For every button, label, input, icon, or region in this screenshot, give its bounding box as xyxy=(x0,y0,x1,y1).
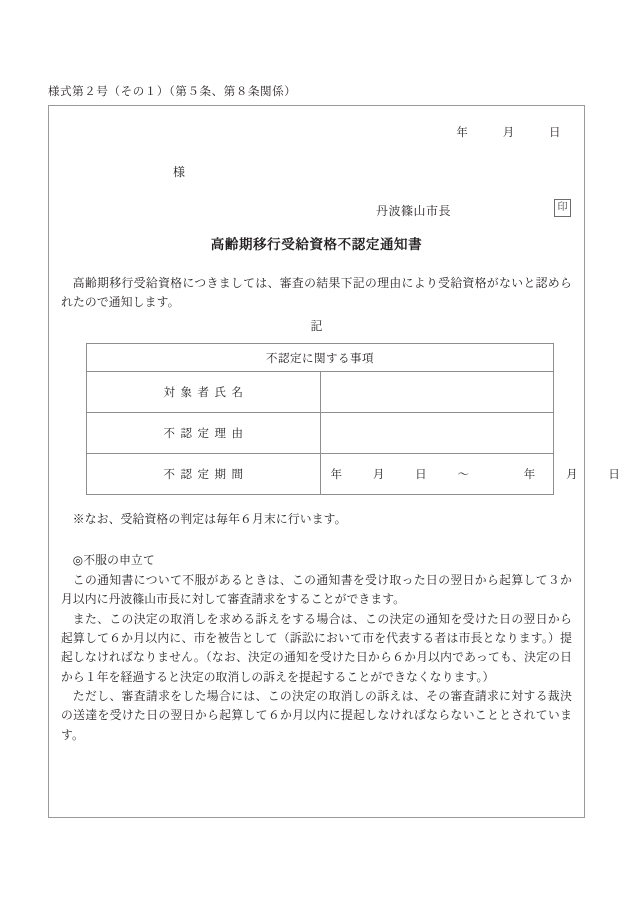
appeal-paragraph: また、この決定の取消しを求める訴えをする場合は、この決定の通知を受けた日の翌日から起算して６か月以内に、市を被告として（訴訟において市を代表する者は市長となります。）提起しなければなりません。（なお、決定の通知を受けた日から６か月以内であっても、決定の日から１年を経過すると決定の取消しの訴えを提起することができなくなります。） xyxy=(61,611,572,684)
row-label-text: 不認定期間 xyxy=(163,467,249,481)
table-row xyxy=(87,372,554,413)
appeal-section-heading: ◎不服の申立て xyxy=(72,553,155,567)
period-end-day: 日 xyxy=(608,467,621,481)
row-value-reason[interactable] xyxy=(320,413,554,454)
row-label-subject-name xyxy=(87,372,321,413)
row-label-reason xyxy=(87,413,321,454)
document-title: 高齢期移行受給資格不認定通知書 xyxy=(210,237,423,253)
period-start-year: 年 xyxy=(330,467,343,481)
intro-paragraph: 高齢期移行受給資格につきましては、審査の結果下記の理由により受給資格がないと認められたので通知します。 xyxy=(61,276,572,310)
row-value-period[interactable] xyxy=(320,454,621,495)
appeal-paragraph: この通知書について不服があるときは、この通知書を受け取った日の翌日から起算して３か月以内に丹波篠山市長に対して審査請求をすることができます。 xyxy=(61,573,572,607)
table-header-row xyxy=(87,344,554,372)
date-line xyxy=(456,124,561,140)
disqualification-table xyxy=(86,343,621,495)
date-month-label: 月 xyxy=(502,125,515,139)
row-label-period xyxy=(87,454,321,495)
row-value-subject-name[interactable] xyxy=(320,372,554,413)
addressee-honorific: 様 xyxy=(173,165,186,179)
table-row xyxy=(87,454,554,495)
table-header-cell: 不認定に関する事項 xyxy=(87,344,554,372)
date-year-label: 年 xyxy=(456,125,469,139)
table-note: ※なお、受給資格の判定は毎年６月末に行います。 xyxy=(72,512,347,526)
ki-marker: 記 xyxy=(310,319,323,333)
document-page-frame xyxy=(48,105,621,818)
row-label-text: 不認定理由 xyxy=(163,426,249,440)
period-start-month: 月 xyxy=(372,467,385,481)
period-start-day: 日 xyxy=(415,467,428,481)
table-row xyxy=(87,413,554,454)
row-label-text: 対象者氏名 xyxy=(163,385,249,399)
form-code-label: 様式第２号（その１）（第５条、第８条関係） xyxy=(48,84,297,98)
seal-stamp-icon: 印 xyxy=(554,199,571,217)
period-separator: 〜 xyxy=(457,467,470,481)
appeal-section-body xyxy=(61,571,572,745)
issuer-row xyxy=(49,202,584,224)
period-end-year: 年 xyxy=(523,467,536,481)
appeal-paragraph: ただし、審査請求をした場合には、この決定の取消しの訴えは、その審査請求に対する裁決の送達を受けた日の翌日から起算して６か月以内に提起しなければならないこととされています。 xyxy=(61,689,572,742)
period-end-month: 月 xyxy=(566,467,579,481)
issuer-name: 丹波篠山市長 xyxy=(376,204,452,218)
document-body xyxy=(49,106,621,817)
date-day-label: 日 xyxy=(549,125,561,139)
